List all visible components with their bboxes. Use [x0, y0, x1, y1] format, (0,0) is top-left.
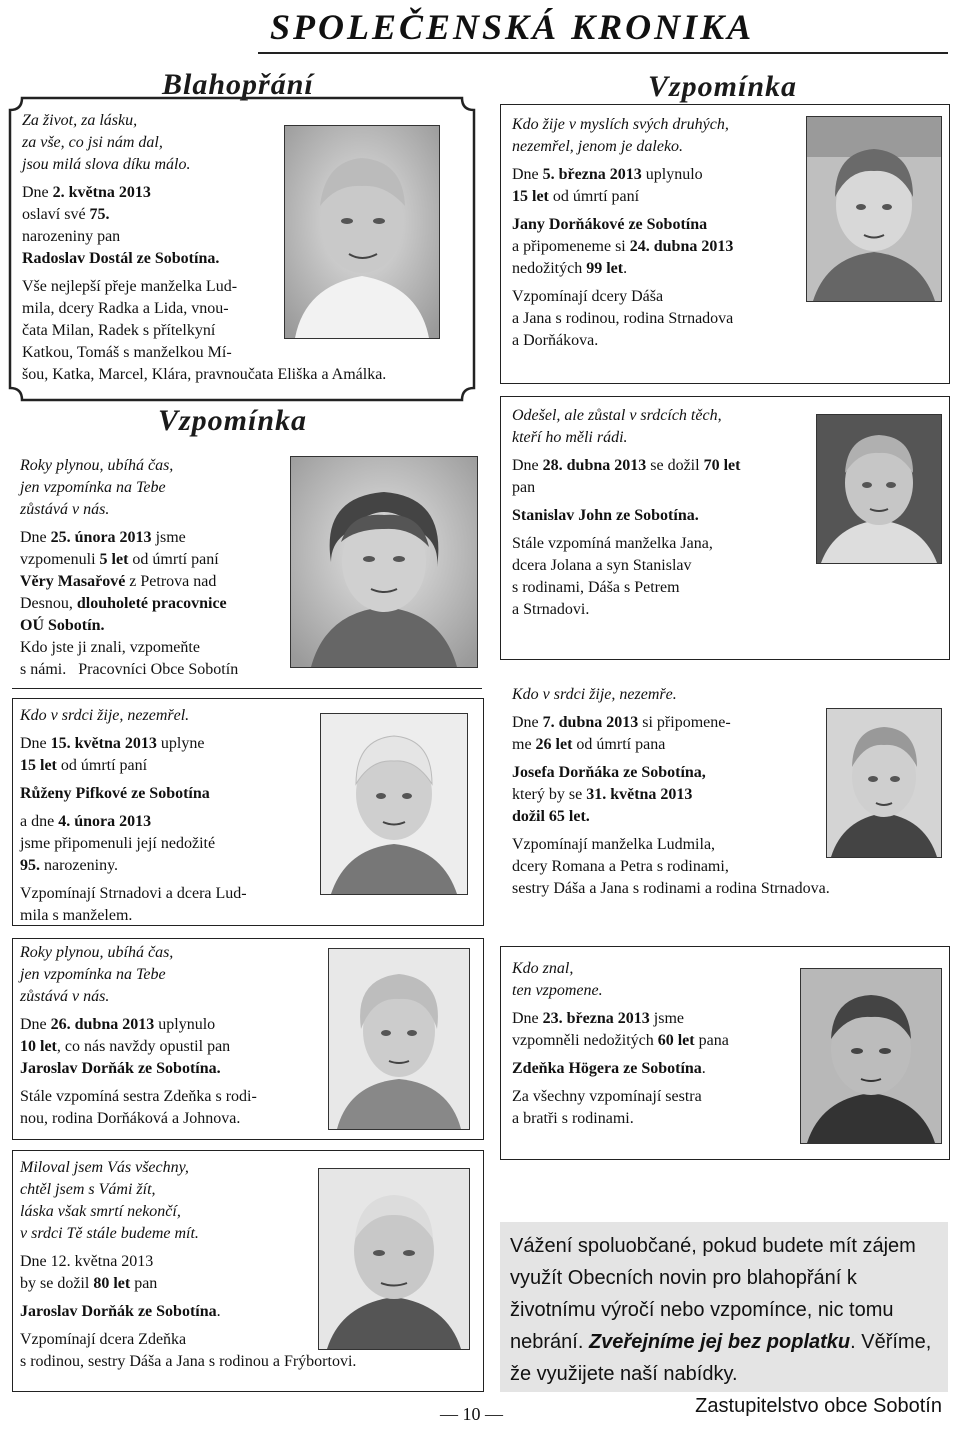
poem-line: jsou milá slova díku málo. — [22, 156, 191, 173]
signature: Vzpomínají Strnadovi a dcera Lud- — [20, 885, 247, 902]
wishes-line: Vše nejlepší přeje manželka Lud- — [22, 278, 238, 295]
signature: mila s manželem. — [20, 907, 133, 924]
deceased-name: Růženy Pifkové ze Sobotína — [20, 785, 210, 802]
signature: s rodinami, Dáša s Petrem — [512, 579, 680, 596]
portrait-dornak-80 — [318, 1168, 470, 1350]
memorial-john: Odešel, ale zůstal v srdcích těch, kteří ho měli rádi. Dne 28. dubna 2013 se dožil 70 let pan Stanislav John ze Sobotína. Stále vzpomíná manželka Jana, dcera Jolana a syn Stanislav s rodinami, Dáša s Petrem a Strnadovi. — [512, 405, 812, 621]
deceased-name: Zdeňka Högera ze Sobotína — [512, 1060, 702, 1077]
memorial-dornak-josef: Kdo v srdci žije, nezemře. Dne 7. dubna 2013 si připomene- me 26 let od úmrtí pana Josefa Dorňáka ze Sobotína, který by se 31. května 2013 dožil 65 let. Vzpomínají manželka Ludmila, dcery Romana a Petra s rodinami, sestry Dáša a Jana s rodinami a rodina Strnadova. — [512, 684, 932, 900]
portrait-pifkova — [320, 713, 468, 895]
box-masarova — [12, 448, 482, 689]
portrait-dornakova — [806, 116, 942, 302]
portrait-john — [816, 414, 942, 564]
portrait-dostal — [284, 125, 440, 339]
signature: a Jana s rodinou, rodina Strnadova — [512, 310, 734, 327]
signature: Za všechny vzpomínají sestra — [512, 1088, 702, 1105]
memorial-dornak-10: Roky plynou, ubíhá čas, jen vzpomínka na Tebe zůstává v nás. Dne 26. dubna 2013 uplynulo 10 let, co nás navždy opustil pan Jaroslav Dorňák ze Sobotína. Stále vzpomíná sestra Zdeňka s rodi- nou, rodina Dorňáková a Johnova. — [20, 942, 320, 1130]
age-line: oslaví své 75. — [22, 206, 110, 223]
portrait-dornak-10 — [328, 948, 470, 1130]
deceased-name: Jaroslav Dorňák ze Sobotína — [20, 1303, 217, 1320]
signature: a bratři s rodinami. — [512, 1110, 634, 1127]
notice-signature: Zastupitelstvo obce Sobotín — [695, 1395, 942, 1417]
poem-line: za vše, co jsi nám dal, — [22, 134, 163, 151]
heading-vzpominka-left: Vzpomínka — [158, 404, 308, 437]
memorial-dornakova: Kdo žije v myslích svých druhých, nezemřel, jenom je daleko. Dne 5. března 2013 uplynulo 15 let od úmrtí paní Jany Dorňákové ze Sobotína a připomeneme si 24. dubna 2013 nedožitých 99 let. Vzpomínají dcery Dáša a Jana s rodinou, rodina Strnadova a Dorňákova. — [512, 114, 812, 352]
signature: a Strnadovi. — [512, 601, 590, 618]
poem-line: zůstává v nás. — [20, 501, 110, 518]
wishes-line: mila, dcery Radka a Lida, vnou- — [22, 300, 229, 317]
birthday-line: narozeniny pan — [22, 228, 121, 245]
signature: nou, rodina Dorňáková a Johnova. — [20, 1110, 241, 1127]
date-line: Dne 2. května 2013 — [22, 184, 151, 201]
signature: dcery Romana a Petra s rodinami, — [512, 858, 729, 875]
page-number: — 10 — — [440, 1404, 503, 1424]
portrait-dornak-josef — [826, 708, 942, 858]
signature: dcera Jolana a syn Stanislav — [512, 557, 692, 574]
poem-line: Za život, za lásku, — [22, 112, 138, 129]
wishes-line: šou, Katka, Marcel, Klára, pravnoučata Eliška a Amálka. — [22, 366, 387, 383]
deceased-name: Jany Dorňákové ze Sobotína — [512, 216, 708, 233]
deceased-name: Jaroslav Dorňák ze Sobotína. — [20, 1060, 221, 1077]
memorial-pifkova: Kdo v srdci žije, nezemřel. Dne 15. května 2013 uplyne 15 let od úmrtí paní Růženy Pifkové ze Sobotína a dne 4. února 2013 jsme připomenuli její nedožité 95. narozeniny. Vzpomínají Strnadovi a dcera Lud- mila s manželem. — [20, 705, 310, 927]
heading-blahoprani: Blahopřání — [162, 68, 314, 101]
memorial-masarova: Roky plynou, ubíhá čas, jen vzpomínka na Tebe zůstává v nás. Dne 25. února 2013 jsme vzpomenuli 5 let od úmrtí paní Věry Masařové z Petrova nad Desnou, dlouholeté pracovnice OÚ Sobotín. Kdo jste ji znali, vzpomeňte s námi. Pracovníci Obce Sobotín — [20, 455, 305, 681]
deceased-name: Josefa Dorňáka ze Sobotína, — [512, 764, 706, 781]
signature: Vzpomínají dcera Zdeňka — [20, 1331, 187, 1348]
wishes-line: čata Milan, Radek s přítelkyní — [22, 322, 216, 339]
signature: a Dorňákova. — [512, 332, 599, 349]
signature: Stále vzpomíná sestra Zdeňka s rodi- — [20, 1088, 257, 1105]
deceased-name: Stanislav John ze Sobotína. — [512, 507, 699, 524]
poem-line: Roky plynou, ubíhá čas, — [20, 457, 174, 474]
page-title: SPOLEČENSKÁ KRONIKA — [270, 7, 755, 47]
signature: Vzpomínají dcery Dáša — [512, 288, 664, 305]
poem-line: jen vzpomínka na Tebe — [20, 479, 166, 496]
memorial-dornak-80: Miloval jsem Vás všechny, chtěl jsem s Vámi žít, láska však smrtí nekončí, v srdci Tě stále budeme mít. Dne 12. května 2013 by se dožil 80 let pan Jaroslav Dorňák ze Sobotína. Vzpomínají dcera Zdeňka s rodinou, sestry Dáša a Jana s rodinou a Frýbortovi. — [20, 1157, 480, 1373]
memorial-hoger: Kdo znal, ten vzpomene. Dne 23. března 2013 jsme vzpomněli nedožitých 60 let pana Zdeňka Högera ze Sobotína. Za všechny vzpomínají sestra a bratři s rodinami. — [512, 958, 812, 1130]
signature: s rodinou, sestry Dáša a Jana s rodinou a Frýbortovi. — [20, 1353, 357, 1370]
signature: sestry Dáša a Jana s rodinami a rodina Strnadova. — [512, 880, 830, 897]
celebrant-name: Radoslav Dostál ze Sobotína. — [22, 250, 220, 267]
wishes-line: Katkou, Tomáš s manželkou Mí- — [22, 344, 232, 361]
signature: Stále vzpomíná manželka Jana, — [512, 535, 713, 552]
signature: Vzpomínají manželka Ludmila, — [512, 836, 716, 853]
heading-vzpominka-right: Vzpomínka — [648, 70, 798, 103]
portrait-hoger — [800, 968, 942, 1144]
signature: Pracovníci Obce Sobotín — [78, 661, 239, 678]
notice-text: Vážení spoluobčané, pokud budete mít zájem využít Obecních novin pro blahopřání k životnímu výročí nebo vzpomínce, nic tomu nebrání. Zveřejníme jej bez poplatku. Věříme, že využijete naší nabídky. Zastupitelstvo obce Sobotín — [510, 1230, 942, 1422]
